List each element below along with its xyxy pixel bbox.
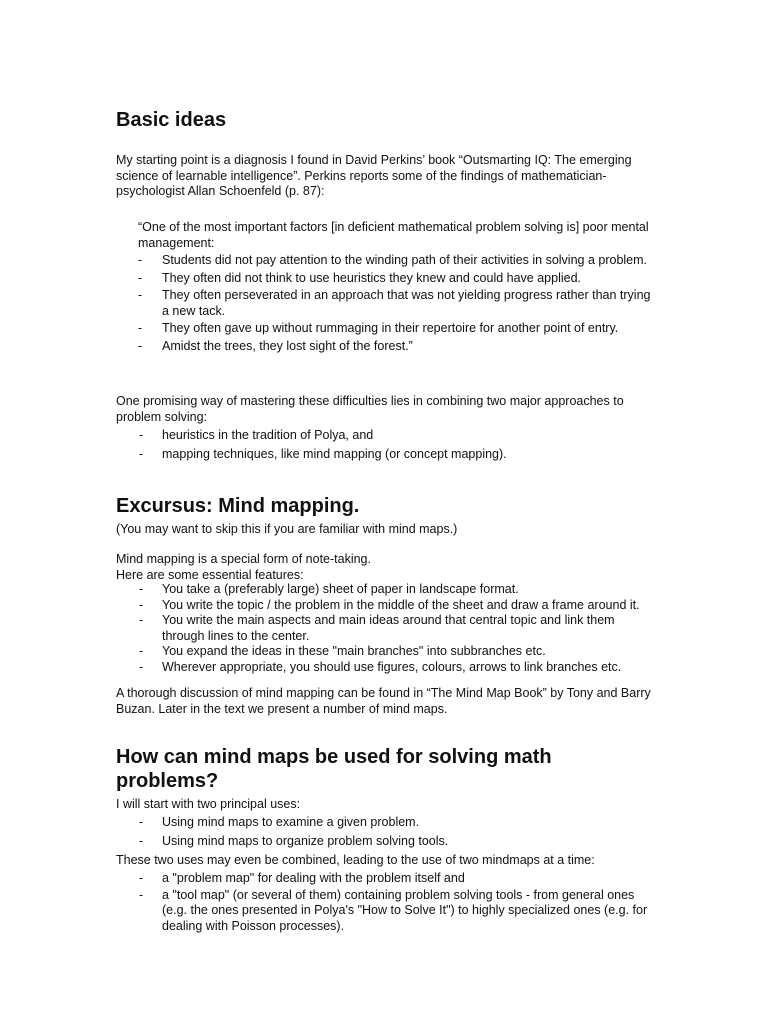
- paragraph-intro: My starting point is a diagnosis I found in David Perkins’ book “Outsmarting IQ: The emerging science of learnable intelligence”. Perkins reports some of the findings of mathematician-psychologist Allan Schoenfeld (p. 87):: [116, 153, 632, 198]
- approaches-list: [116, 428, 656, 465]
- list-item: - Amidst the trees, they lost sight of the forest.”: [138, 338, 413, 353]
- list-item: - You expand the ideas in these "main branches" into subbranches etc.: [139, 644, 546, 658]
- list-item: - Students did not pay attention to the winding path of their activities in solving a problem.: [138, 253, 648, 267]
- list-item: - a "tool map" (or several of them) containing problem solving tools - from general ones (e.g. the ones presented in Polya's "How to Solve It") to highly specialized ones (e.g. for dealing with Poisson processes).: [139, 887, 648, 933]
- mind-line-1: Mind mapping is a special form of note-taking.: [116, 552, 371, 566]
- list-item: - Wherever appropriate, you should use figures, colours, arrows to link branches etc.: [139, 659, 622, 674]
- maps-list: [116, 871, 656, 935]
- uses-list: [116, 815, 656, 852]
- quote-lead: “One of the most important factors [in deficient mathematical problem solving is] poor mental management:: [138, 220, 649, 250]
- paragraph-buzan: A thorough discussion of mind mapping can be found in “The Mind Map Book” by Tony and Barry Buzan. Later in the text we present a number of mind maps.: [116, 686, 651, 716]
- list-item: - mapping techniques, like mind mapping (or concept mapping).: [139, 446, 507, 461]
- list-item: - heuristics in the tradition of Polya, and: [139, 428, 374, 442]
- paragraph-uses-intro: I will start with two principal uses:: [116, 797, 301, 811]
- list-item: - a "problem map" for dealing with the problem itself and: [139, 871, 465, 885]
- mind-line-2: Here are some essential features:: [116, 567, 304, 582]
- list-item: - They often perseverated in an approach that was not yielding progress rather than trying a new tack.: [138, 288, 651, 318]
- heading-how-mind-maps: How can mind maps be used for solving math problems?: [116, 746, 552, 792]
- heading-excursus: Excursus: Mind mapping.: [116, 495, 360, 517]
- list-item: - They often did not think to use heuristics they knew and could have applied.: [138, 270, 582, 285]
- list-item: - Using mind maps to examine a given problem.: [139, 815, 420, 829]
- features-list: [116, 582, 656, 675]
- paragraph-mind-mapping: [116, 552, 656, 583]
- quote-list: [138, 253, 658, 354]
- list-item: - They often gave up without rummaging in their repertoire for another point of entry.: [138, 321, 619, 335]
- heading-basic-ideas: Basic ideas: [116, 109, 227, 131]
- paragraph-combined: These two uses may even be combined, leading to the use of two mindmaps at a time:: [116, 853, 595, 867]
- list-item: - You write the main aspects and main ideas around that central topic and link them through lines to the center.: [139, 613, 615, 643]
- quote-block: [138, 220, 658, 356]
- list-item: - Using mind maps to organize problem solving tools.: [139, 833, 449, 848]
- paragraph-skip-note: (You may want to skip this if you are familiar with mind maps.): [116, 522, 458, 536]
- paragraph-promising: One promising way of mastering these difficulties lies in combining two major approaches to problem solving:: [116, 394, 624, 424]
- list-item: - You write the topic / the problem in the middle of the sheet and draw a frame around it.: [139, 597, 640, 612]
- list-item: - You take a (preferably large) sheet of paper in landscape format.: [139, 582, 519, 596]
